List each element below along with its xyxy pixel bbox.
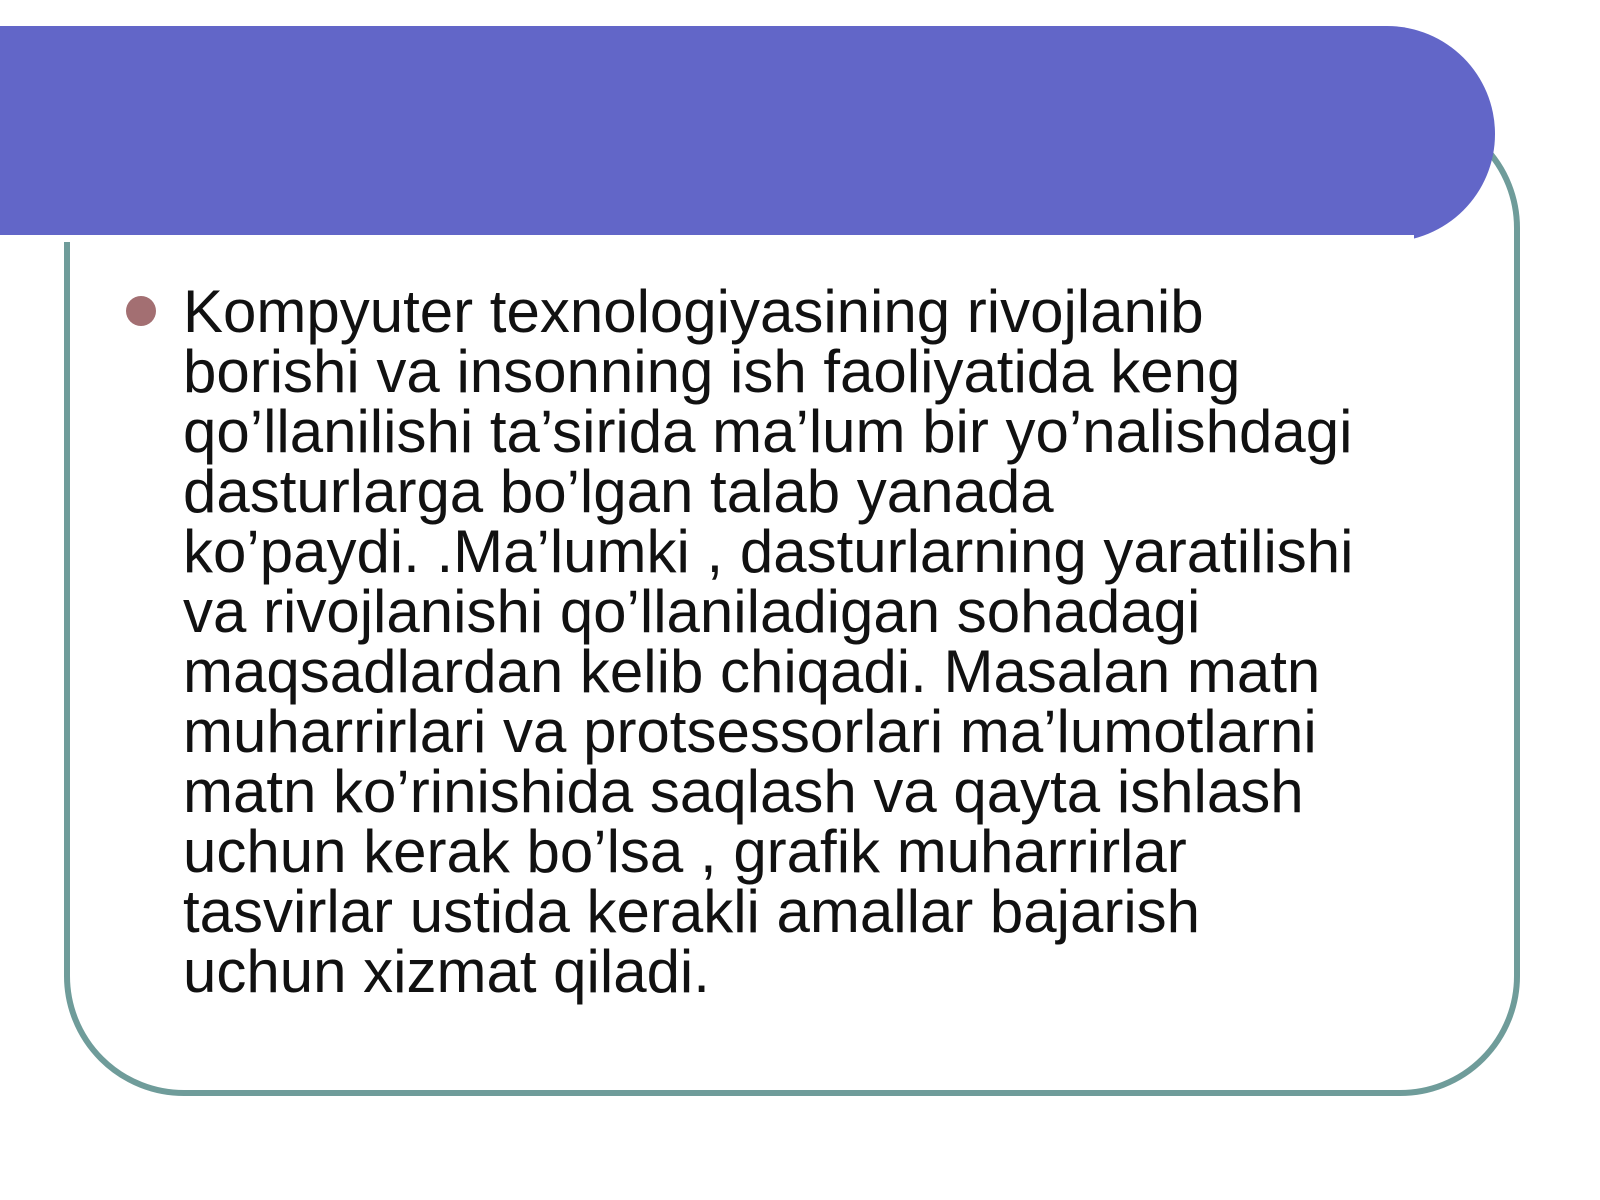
- bullet-item: [126, 278, 1456, 1005]
- header-band: [0, 26, 1495, 242]
- header-divider: [0, 235, 1414, 242]
- bullet-text: Kompyuter texnologiyasining rivojlanib borishi va insonning ish faoliyatida keng qo’llanilishi ta’sirida ma’lum bir yo’nalishdagi dasturlarga bo’lgan talab yanada ko’paydi. .Ma’lumki , dasturlarning yaratilishi va rivojlanishi qo’llaniladigan sohadagi maqsadlardan kelib chiqadi. Masalan matn muharrirlari va protsessorlari ma’lumotlarni matn ko’rinishida saqlash va qayta ishlash uchun kerak bo’lsa , grafik muharrirlar tasvirlar ustida kerakli amallar bajarish uchun xizmat qiladi.: [183, 278, 1354, 1005]
- bullet-dot-icon: [126, 296, 156, 326]
- slide-content: [126, 278, 1456, 1005]
